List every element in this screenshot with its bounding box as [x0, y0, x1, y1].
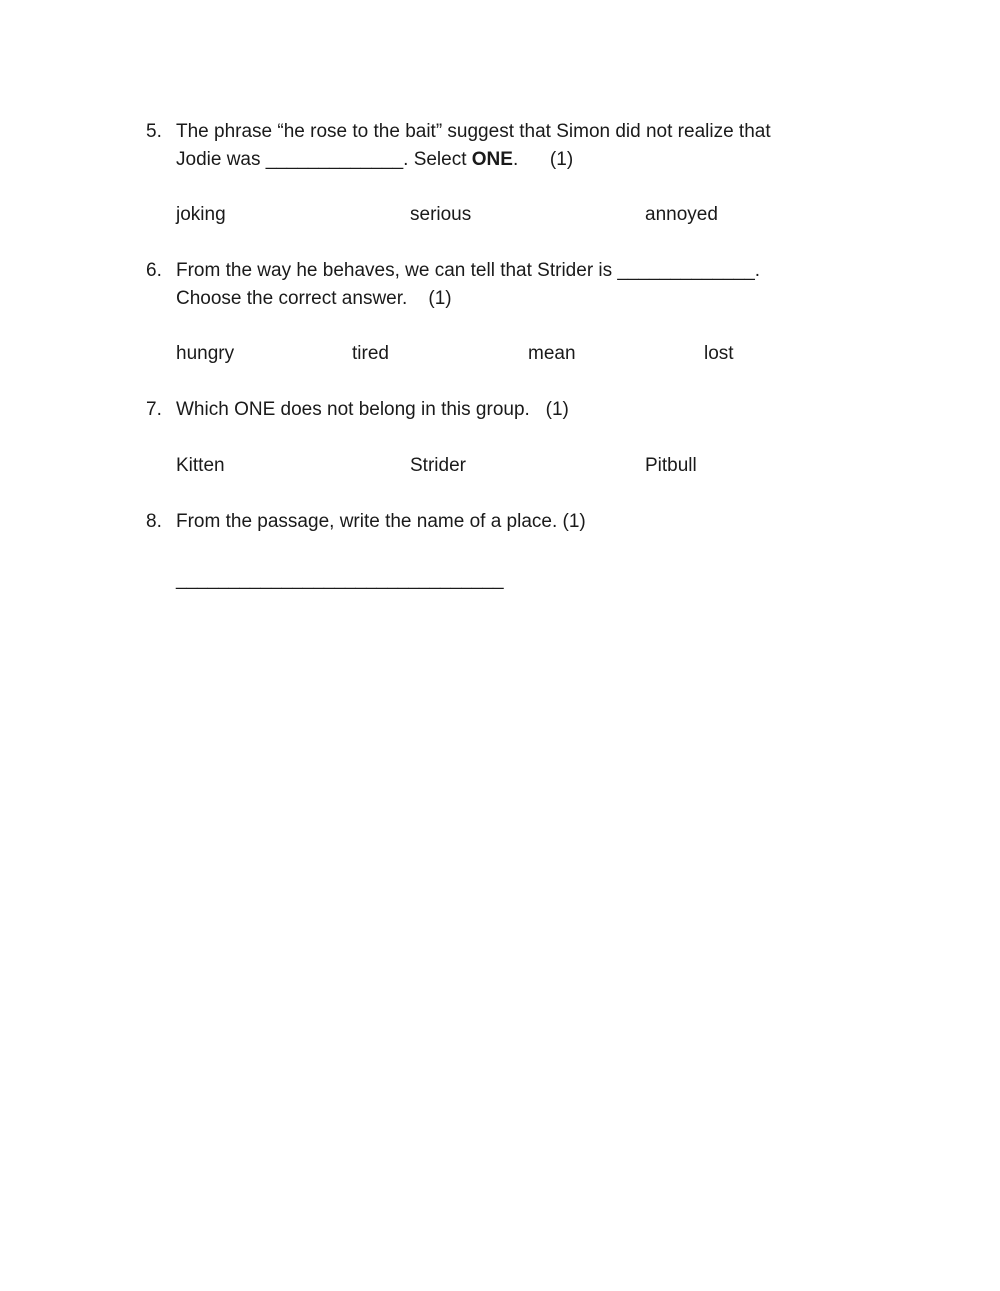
question-5 [146, 118, 866, 174]
option-serious[interactable]: serious [410, 204, 472, 225]
option-pitbull[interactable]: Pitbull [645, 455, 697, 476]
option-tired[interactable]: tired [352, 343, 389, 364]
question-text: From the way he behaves, we can tell that Strider is _____________. [176, 260, 761, 281]
option-mean[interactable]: mean [528, 343, 576, 364]
emphasis-one: ONE [471, 149, 513, 170]
option-kitten[interactable]: Kitten [176, 455, 225, 476]
question-number: 5. [146, 121, 162, 142]
option-lost[interactable]: lost [704, 343, 734, 364]
question-text-continued: Choose the correct answer. (1) [176, 288, 452, 309]
answer-blank-line[interactable]: _______________________________ [176, 569, 504, 590]
question-7-options [176, 452, 876, 480]
option-hungry[interactable]: hungry [176, 343, 235, 364]
question-5-line-2 [146, 146, 866, 174]
question-5-line-1 [146, 118, 866, 146]
question-text-continued [176, 146, 573, 174]
question-8-line-1 [146, 508, 866, 536]
question-6-line-2 [146, 285, 866, 313]
question-6-line-1 [146, 257, 866, 285]
question-7 [146, 396, 866, 424]
question-text: The phrase “he rose to the bait” suggest that Simon did not realize that [176, 121, 771, 142]
question-8 [146, 508, 866, 536]
option-annoyed[interactable]: annoyed [645, 204, 718, 225]
option-joking[interactable]: joking [176, 204, 226, 225]
question-6 [146, 257, 866, 313]
question-text-pre: Jodie was _____________. Select [176, 149, 472, 170]
question-number: 7. [146, 399, 162, 420]
question-number: 8. [146, 511, 162, 532]
question-6-options [176, 340, 876, 368]
question-text: Which ONE does not belong in this group. (1) [176, 399, 569, 420]
question-7-line-1 [146, 396, 866, 424]
option-strider[interactable]: Strider [410, 455, 466, 476]
question-text-post: . (1) [512, 149, 574, 170]
question-5-options [176, 201, 876, 229]
question-text: From the passage, write the name of a place. (1) [176, 511, 586, 532]
question-number: 6. [146, 260, 162, 281]
